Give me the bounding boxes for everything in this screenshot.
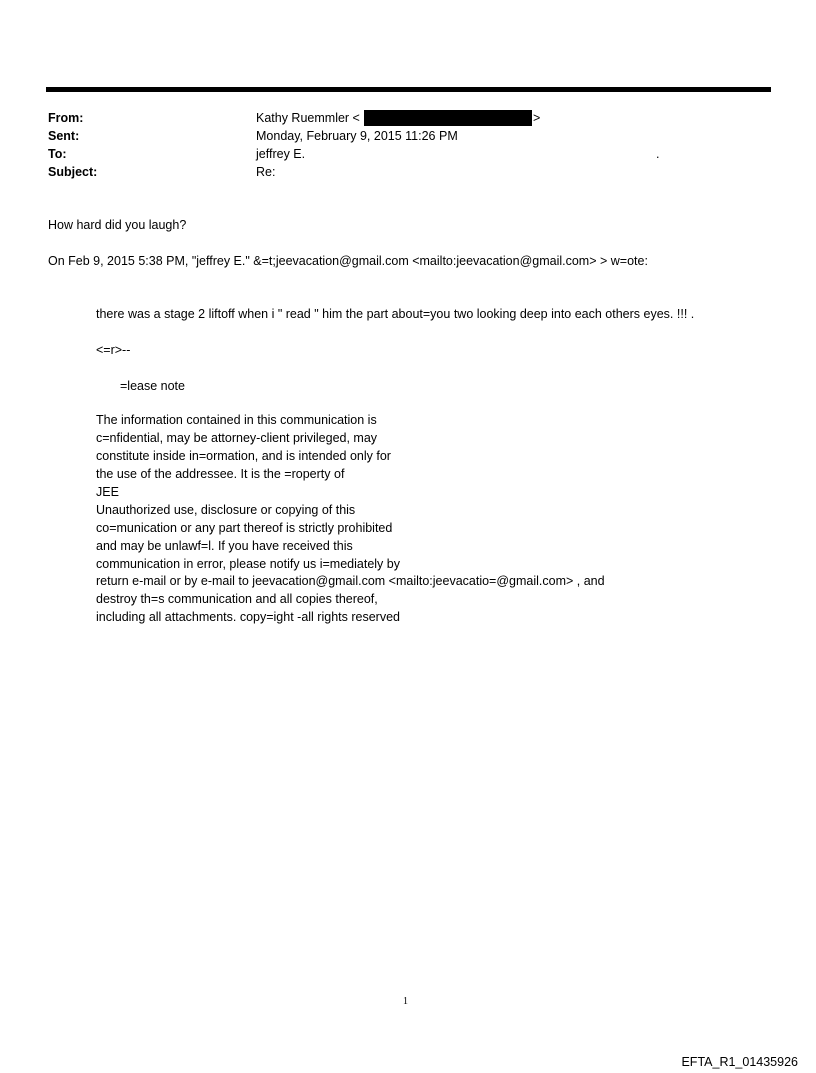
reply-text: How hard did you laugh?	[48, 218, 187, 232]
from-label: From:	[48, 111, 84, 125]
disclaimer-line: co=munication or any part thereof is strictly prohibited	[96, 520, 393, 535]
quoted-message: there was a stage 2 liftoff when i " read " him the part about=you two looking deep into each others eyes. !!! .	[96, 307, 695, 321]
disclaimer-line: destroy th=s communication and all copies thereof,	[96, 592, 378, 607]
disclaimer-line: communication in error, please notify us i=mediately by	[96, 556, 400, 571]
subject-value: Re:	[256, 165, 276, 179]
redaction-box	[364, 110, 532, 126]
disclaimer-line: JEE	[96, 484, 119, 499]
disclaimer-line: and may be unlawf=l. If you have received this	[96, 538, 353, 553]
disclaimer-line: c=nfidential, may be attorney-client privileged, may	[96, 430, 378, 445]
document-id: EFTA_R1_01435926	[681, 1055, 798, 1069]
disclaimer-line: including all attachments. copy=ight -all rights reserved	[96, 610, 400, 625]
to-value: jeffrey E.	[256, 147, 306, 161]
sent-value: Monday, February 9, 2015 11:26 PM	[256, 129, 458, 143]
header-rule	[46, 87, 771, 92]
quote-intro: On Feb 9, 2015 5:38 PM, "jeffrey E." &=t;jeevacation@gmail.com <mailto:jeevacation@gmail.com> > w=ote:	[48, 254, 648, 268]
from-email-close: >	[533, 111, 541, 125]
disclaimer-line: The information contained in this communication is	[96, 413, 377, 427]
disclaimer-line: constitute inside in=ormation, and is intended only for	[96, 448, 391, 463]
to-label: To:	[48, 147, 67, 161]
signature-marker: <=r>--	[96, 343, 131, 357]
to-trailing-mark: .	[656, 147, 660, 161]
sent-label: Sent:	[48, 129, 80, 143]
from-value: Kathy Ruemmler <	[256, 111, 360, 125]
disclaimer-line: Unauthorized use, disclosure or copying of this	[96, 502, 356, 517]
disclaimer-line: return e-mail or by e-mail to jeevacation@gmail.com <mailto:jeevacatio=@gmail.com> , and	[96, 574, 605, 589]
please-note-heading: =lease note	[120, 379, 185, 393]
subject-label: Subject:	[48, 165, 98, 179]
page-number: 1	[403, 996, 408, 1007]
disclaimer-line: the use of the addressee. It is the =roperty of	[96, 466, 345, 481]
disclaimer-block	[96, 412, 605, 627]
